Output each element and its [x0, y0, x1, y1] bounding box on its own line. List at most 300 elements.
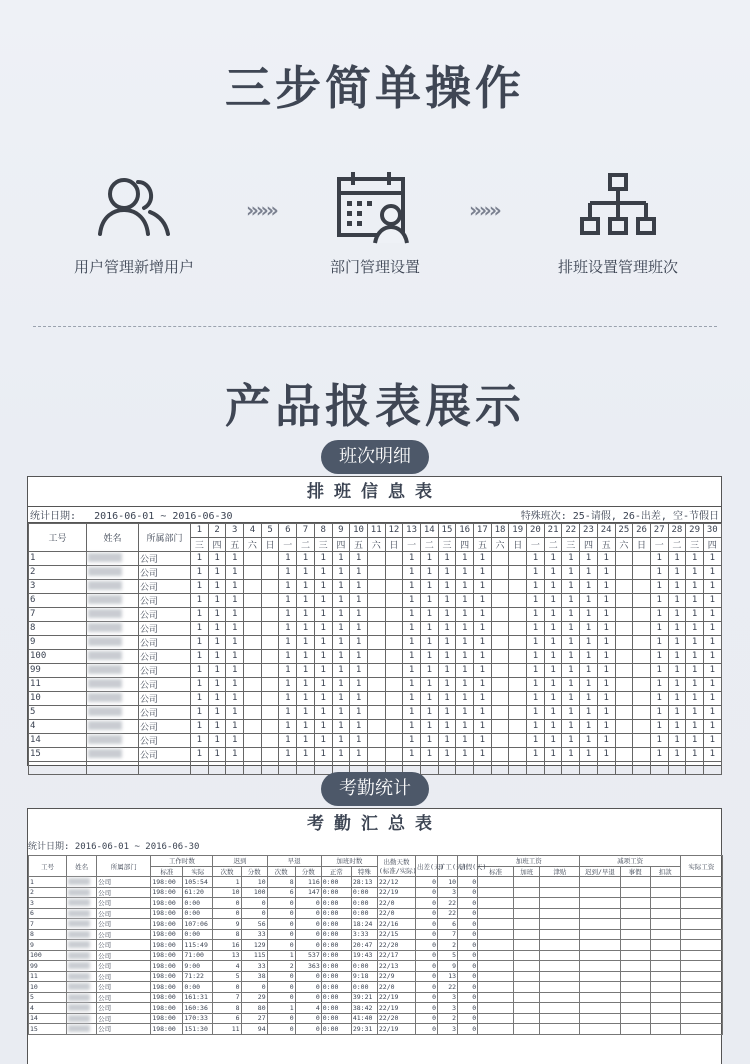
blurred-name [88, 623, 122, 632]
empty-cell [514, 971, 540, 982]
shift-cell: 1 [314, 677, 332, 691]
subheader-act: 实际 [183, 866, 213, 877]
empty-cell [650, 950, 680, 961]
empty-cell [620, 887, 650, 898]
weekday-header: 四 [703, 537, 721, 551]
shift-cell: 1 [332, 621, 350, 635]
shift-cell [367, 579, 385, 593]
stat-cell: 0 [213, 982, 241, 993]
shift-cell: 1 [226, 621, 244, 635]
section-divider [33, 326, 717, 327]
empty-cell [680, 992, 722, 1003]
shift-cell: 1 [544, 747, 562, 761]
shift-cell: 1 [208, 677, 226, 691]
step-label: 用户管理新增用户 [73, 258, 194, 276]
stat-cell: 0:00 [321, 929, 351, 940]
shift-cell: 1 [208, 733, 226, 747]
shift-cell [491, 607, 509, 621]
stat-cell: 151:30 [183, 1024, 213, 1035]
stat-cell: 0 [415, 1013, 437, 1024]
shift-cell: 1 [580, 663, 598, 677]
shift-cell: 1 [562, 663, 580, 677]
employee-name [87, 635, 139, 649]
shift-cell [385, 593, 403, 607]
employee-id: 14 [29, 1013, 67, 1024]
shift-cell: 1 [456, 579, 474, 593]
header-away: 出差(天) [415, 856, 437, 877]
empty-cell [580, 940, 620, 951]
shift-cell [509, 677, 527, 691]
shift-cell: 1 [314, 607, 332, 621]
shift-cell: 1 [527, 705, 545, 719]
stat-cell: 56 [241, 919, 267, 930]
stat-cell: 0:00 [351, 898, 377, 909]
stat-cell: 29 [241, 992, 267, 1003]
step-department-settings [285, 168, 465, 277]
shift-cell: 1 [474, 705, 492, 719]
stat-cell: 2 [438, 940, 458, 951]
stat-cell: 0 [241, 982, 267, 993]
stat-cell: 8 [213, 1003, 241, 1014]
shift-cell: 1 [438, 607, 456, 621]
shift-cell: 1 [420, 551, 438, 565]
employee-id: 8 [29, 929, 67, 940]
stat-cell: 0:00 [321, 898, 351, 909]
shift-cell: 1 [438, 621, 456, 635]
shift-cell: 1 [703, 705, 721, 719]
shift-cell: 1 [580, 747, 598, 761]
shift-cell [244, 565, 262, 579]
blurred-name [88, 749, 122, 758]
shift-cell: 1 [191, 719, 209, 733]
shift-cell: 1 [544, 649, 562, 663]
blurred-name [68, 910, 90, 917]
blurred-name [88, 651, 122, 660]
shift-cell: 1 [438, 663, 456, 677]
shift-cell: 1 [527, 733, 545, 747]
shift-cell: 1 [226, 579, 244, 593]
employee-name [87, 719, 139, 733]
empty-cell [420, 761, 438, 775]
weekday-header: 四 [580, 537, 598, 551]
shift-cell: 1 [686, 649, 704, 663]
department: 公司 [139, 593, 191, 607]
employee-name [67, 1003, 97, 1014]
shift-cell [491, 551, 509, 565]
empty-cell [620, 971, 650, 982]
empty-cell [244, 761, 262, 775]
arrow-icon: »»» [246, 198, 276, 222]
shift-cell: 1 [297, 719, 315, 733]
shift-cell: 1 [314, 719, 332, 733]
day-header: 4 [244, 524, 262, 538]
subheader-minutes: 分数 [295, 866, 321, 877]
shift-cell [385, 691, 403, 705]
shift-cell: 1 [208, 705, 226, 719]
shift-cell: 1 [279, 691, 297, 705]
department: 公司 [97, 961, 151, 972]
table-row [29, 747, 722, 761]
stat-cell: 22/19 [377, 992, 415, 1003]
stat-cell: 0:00 [321, 982, 351, 993]
shift-cell: 1 [208, 607, 226, 621]
shift-cell: 1 [208, 635, 226, 649]
shift-cell: 1 [403, 649, 421, 663]
shift-cell: 1 [279, 565, 297, 579]
department: 公司 [97, 1003, 151, 1014]
stat-cell: 3 [438, 992, 458, 1003]
shift-cell [633, 621, 651, 635]
empty-cell [478, 961, 514, 972]
shift-cell [491, 593, 509, 607]
shift-cell [261, 593, 279, 607]
shift-cell: 1 [527, 635, 545, 649]
shift-cell: 1 [226, 719, 244, 733]
shift-detail-badge: 班次明细 [321, 440, 429, 474]
shift-cell: 1 [297, 621, 315, 635]
employee-id: 7 [29, 607, 87, 621]
department: 公司 [139, 691, 191, 705]
day-header: 14 [420, 524, 438, 538]
employee-name [87, 551, 139, 565]
employee-id: 9 [29, 635, 87, 649]
weekday-header: 六 [367, 537, 385, 551]
stat-cell: 0 [267, 982, 295, 993]
shift-cell: 1 [456, 747, 474, 761]
department: 公司 [139, 705, 191, 719]
blurred-name [68, 889, 90, 896]
empty-cell [580, 950, 620, 961]
stat-cell: 22 [438, 908, 458, 919]
shift-cell: 1 [562, 677, 580, 691]
shift-cell: 1 [332, 719, 350, 733]
shift-cell: 1 [403, 621, 421, 635]
day-header: 17 [474, 524, 492, 538]
employee-id: 15 [29, 1024, 67, 1035]
shift-cell [244, 593, 262, 607]
empty-cell [620, 919, 650, 930]
shift-cell: 1 [350, 621, 368, 635]
step-label: 排班设置管理班次 [557, 258, 678, 276]
shift-cell [509, 635, 527, 649]
empty-cell [680, 877, 722, 888]
stat-cell: 0:00 [321, 1003, 351, 1014]
stat-cell: 198:00 [151, 1024, 183, 1035]
table-row [29, 961, 723, 972]
shift-cell: 1 [456, 677, 474, 691]
shift-cell: 1 [650, 747, 668, 761]
shift-cell [615, 593, 633, 607]
header-attend-label: 出勤天数 [383, 858, 410, 866]
empty-cell [478, 982, 514, 993]
shift-cell: 1 [420, 593, 438, 607]
subheader-d_leave: 事假 [620, 866, 650, 877]
stat-cell: 0:00 [351, 887, 377, 898]
employee-name [67, 961, 97, 972]
employee-id: 11 [29, 971, 67, 982]
empty-cell [680, 898, 722, 909]
department: 公司 [97, 908, 151, 919]
stat-cell: 28:13 [351, 877, 377, 888]
stat-cell: 0:00 [351, 982, 377, 993]
header-actual: 实际工资 [680, 856, 722, 877]
shift-cell: 1 [403, 747, 421, 761]
stat-cell: 0:00 [351, 908, 377, 919]
shift-cell: 1 [668, 649, 686, 663]
header-id: 工号 [29, 856, 67, 877]
header-ot_wage: 加班工资 [478, 856, 580, 867]
stat-cell: 0 [295, 940, 321, 951]
stat-cell: 22/19 [377, 887, 415, 898]
stat-cell: 0 [415, 982, 437, 993]
stat-cell: 0 [458, 877, 478, 888]
stat-cell: 198:00 [151, 898, 183, 909]
empty-cell [650, 877, 680, 888]
stat-cell: 39:21 [351, 992, 377, 1003]
empty-cell [514, 877, 540, 888]
header-attend [377, 856, 415, 877]
empty-cell [540, 898, 580, 909]
empty-cell [650, 908, 680, 919]
shift-cell: 1 [314, 551, 332, 565]
employee-id: 7 [29, 919, 67, 930]
stat-cell: 71:00 [183, 950, 213, 961]
stat-cell: 41:40 [351, 1013, 377, 1024]
shift-cell: 1 [420, 733, 438, 747]
empty-cell [562, 761, 580, 775]
shift-cell [633, 705, 651, 719]
blurred-name [68, 920, 90, 927]
shift-cell: 1 [350, 677, 368, 691]
shift-cell [261, 621, 279, 635]
shift-cell: 1 [420, 579, 438, 593]
empty-cell [680, 919, 722, 930]
shift-cell: 1 [703, 747, 721, 761]
shift-cell: 1 [191, 593, 209, 607]
stat-cell: 0 [267, 1013, 295, 1024]
shift-cell: 1 [314, 593, 332, 607]
shift-cell [261, 663, 279, 677]
shift-cell: 1 [438, 705, 456, 719]
stat-cell: 0:00 [183, 982, 213, 993]
department: 公司 [97, 992, 151, 1003]
shift-cell: 1 [226, 705, 244, 719]
shift-cell: 1 [703, 621, 721, 635]
shift-cell: 1 [562, 733, 580, 747]
weekday-header: 五 [226, 537, 244, 551]
shift-cell: 1 [438, 677, 456, 691]
empty-cell [478, 898, 514, 909]
stat-cell: 0 [458, 908, 478, 919]
header-early: 早退 [267, 856, 321, 867]
stat-cell: 0 [458, 982, 478, 993]
shift-cell: 1 [703, 565, 721, 579]
stat-cell: 22/19 [377, 1024, 415, 1035]
shift-cell [244, 551, 262, 565]
shift-cell: 1 [350, 635, 368, 649]
stat-cell: 363 [295, 961, 321, 972]
stat-cell: 8 [267, 877, 295, 888]
shift-cell: 1 [668, 551, 686, 565]
department: 公司 [139, 649, 191, 663]
day-header: 23 [580, 524, 598, 538]
employee-id: 1 [29, 551, 87, 565]
header-ot_time: 加班时数 [321, 856, 377, 867]
empty-cell [514, 919, 540, 930]
weekday-header: 五 [474, 537, 492, 551]
shift-cell: 1 [597, 747, 615, 761]
shift-cell: 1 [438, 579, 456, 593]
empty-cell [514, 950, 540, 961]
shift-cell: 1 [226, 747, 244, 761]
stat-cell: 160:36 [183, 1003, 213, 1014]
shift-cell: 1 [580, 691, 598, 705]
stat-cell: 33 [241, 961, 267, 972]
table-row [29, 971, 723, 982]
stat-cell: 61:20 [183, 887, 213, 898]
shift-cell: 1 [279, 663, 297, 677]
employee-id: 5 [29, 992, 67, 1003]
employee-name [67, 1024, 97, 1035]
shift-cell [633, 565, 651, 579]
department: 公司 [139, 719, 191, 733]
employee-id: 99 [29, 663, 87, 677]
shift-cell: 1 [668, 719, 686, 733]
stat-cell: 0 [415, 950, 437, 961]
shift-cell: 1 [580, 565, 598, 579]
table-row [29, 940, 723, 951]
stat-cell: 16 [213, 940, 241, 951]
shift-cell: 1 [314, 733, 332, 747]
weekday-header: 日 [261, 537, 279, 551]
stat-cell: 4 [295, 1003, 321, 1014]
shift-cell: 1 [297, 565, 315, 579]
stat-cell: 0:00 [321, 919, 351, 930]
header-dept: 所属部门 [97, 856, 151, 877]
empty-cell [540, 971, 580, 982]
stat-cell: 0 [267, 1024, 295, 1035]
stat-cell: 0:00 [351, 961, 377, 972]
empty-cell [514, 940, 540, 951]
shift-cell: 1 [562, 621, 580, 635]
table-row [29, 929, 723, 940]
shift-cell: 1 [226, 635, 244, 649]
employee-id: 5 [29, 705, 87, 719]
shift-cell: 1 [314, 691, 332, 705]
weekday-header: 二 [297, 537, 315, 551]
shift-cell: 1 [544, 593, 562, 607]
shift-cell [615, 747, 633, 761]
empty-cell [580, 919, 620, 930]
shift-cell: 1 [350, 705, 368, 719]
subheader-d_deduct: 扣款 [650, 866, 680, 877]
stat-cell: 115:49 [183, 940, 213, 951]
shift-cell: 1 [297, 607, 315, 621]
table-row [29, 607, 722, 621]
shift-cell: 1 [668, 663, 686, 677]
table-row [29, 649, 722, 663]
stat-cell: 18:24 [351, 919, 377, 930]
empty-cell [208, 761, 226, 775]
stat-cell: 94 [241, 1024, 267, 1035]
shift-cell: 1 [208, 551, 226, 565]
shift-cell: 1 [580, 607, 598, 621]
shift-cell [367, 663, 385, 677]
shift-cell: 1 [350, 551, 368, 565]
stat-cell: 0:00 [321, 940, 351, 951]
shift-cell [261, 565, 279, 579]
attendance-sheet [27, 808, 722, 1064]
employee-id: 1 [29, 877, 67, 888]
employee-name [87, 733, 139, 747]
empty-cell [478, 877, 514, 888]
weekday-header: 三 [191, 537, 209, 551]
shift-cell: 1 [191, 663, 209, 677]
empty-cell [514, 961, 540, 972]
empty-cell [597, 761, 615, 775]
subheader-normal: 正常 [321, 866, 351, 877]
col-name-header: 姓名 [87, 524, 139, 552]
shift-cell [491, 635, 509, 649]
shift-cell: 1 [474, 663, 492, 677]
shift-cell: 1 [597, 663, 615, 677]
empty-cell [650, 982, 680, 993]
shift-cell: 1 [403, 705, 421, 719]
employee-name [67, 1013, 97, 1024]
department: 公司 [97, 929, 151, 940]
table-row [29, 1024, 723, 1035]
stat-cell: 100 [241, 887, 267, 898]
stat-cell: 198:00 [151, 982, 183, 993]
shift-cell [385, 663, 403, 677]
shift-cell: 1 [562, 593, 580, 607]
department: 公司 [139, 621, 191, 635]
stat-cell: 0 [415, 961, 437, 972]
shift-cell: 1 [668, 565, 686, 579]
shift-cell: 1 [544, 719, 562, 733]
day-header: 12 [385, 524, 403, 538]
shift-cell [633, 607, 651, 621]
stat-cell: 1 [267, 1003, 295, 1014]
shift-cell: 1 [403, 733, 421, 747]
shift-cell [261, 677, 279, 691]
empty-cell [478, 950, 514, 961]
blurred-name [88, 553, 122, 562]
shift-cell: 1 [403, 663, 421, 677]
shift-cell [615, 621, 633, 635]
shift-cell [385, 579, 403, 593]
employee-name [87, 593, 139, 607]
blurred-name [88, 581, 122, 590]
shift-cell: 1 [686, 579, 704, 593]
shift-cell: 1 [668, 635, 686, 649]
employee-id: 100 [29, 950, 67, 961]
shift-cell [244, 705, 262, 719]
stat-cell: 5 [213, 971, 241, 982]
stat-cell: 0 [458, 961, 478, 972]
shift-cell: 1 [527, 747, 545, 761]
employee-name [67, 929, 97, 940]
empty-cell [680, 940, 722, 951]
employee-id: 99 [29, 961, 67, 972]
table-row [29, 551, 722, 565]
department: 公司 [97, 971, 151, 982]
empty-cell [680, 1013, 722, 1024]
stat-cell: 198:00 [151, 961, 183, 972]
header-attend-sub: (标准/实际) [378, 867, 417, 875]
stat-cell: 5 [438, 950, 458, 961]
date-label: 统计日期: [30, 511, 77, 522]
